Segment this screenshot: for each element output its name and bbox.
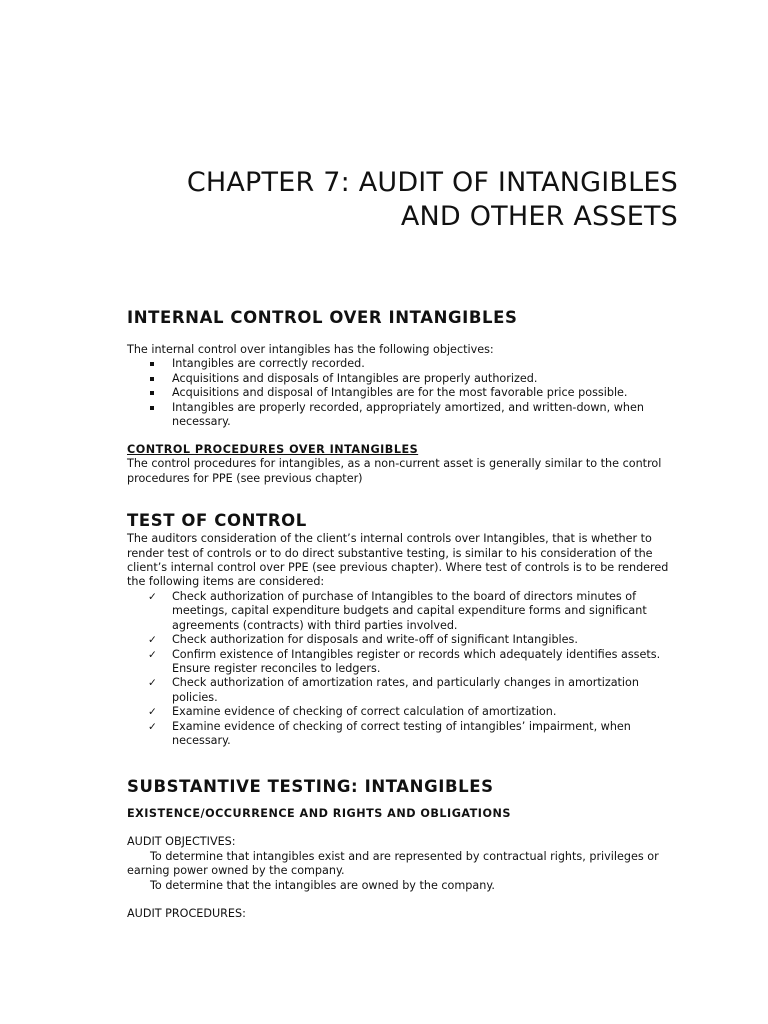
substantive-testing-heading: SUBSTANTIVE TESTING: INTANGIBLES — [127, 777, 494, 797]
check-item — [127, 720, 683, 749]
audit-procedures-label: AUDIT PROCEDURES: — [127, 906, 246, 920]
chapter-title — [100, 166, 678, 234]
audit-objective-2-text: To determine that the intangibles are owned by the company. — [150, 878, 495, 892]
checkmark-icon: ✓ — [148, 590, 157, 603]
checkmark-icon: ✓ — [148, 706, 157, 719]
document-body — [127, 307, 683, 921]
objective-item — [127, 357, 683, 371]
audit-objective-2 — [127, 879, 683, 893]
check-item-text: Examine evidence of checking of correct testing of intangibles’ impairment, when necessary. — [172, 719, 631, 747]
test-of-control-intro: The auditors consideration of the client’s internal controls over Intangibles, that is whether to render test of controls or to do direct substantive testing, is similar to his consideration of the client’s internal control over PPE (see previous chapter). Where test of controls is to be rendered the following items are considered: — [127, 532, 669, 589]
objective-text: Intangibles are correctly recorded. — [172, 357, 365, 371]
objectives-list — [127, 357, 683, 429]
check-item-text: Check authorization of purchase of Intangibles to the board of directors minutes of meetings, capital expenditure budgets and capital expenditure forms and significant agreements (contracts) with third parties involved. — [172, 589, 647, 632]
check-item — [127, 705, 683, 719]
chapter-title-line-2: AND OTHER ASSETS — [400, 201, 678, 232]
checkmark-icon: ✓ — [148, 648, 157, 661]
check-item — [127, 590, 683, 633]
check-item-text: Check authorization for disposals and write-off of significant Intangibles. — [172, 633, 578, 647]
existence-occurrence-heading: EXISTENCE/OCCURRENCE AND RIGHTS AND OBLIGATIONS — [127, 807, 511, 821]
objective-item — [127, 372, 683, 386]
objective-item — [127, 386, 683, 400]
test-of-control-heading: TEST OF CONTROL — [127, 511, 307, 531]
internal-control-intro: The internal control over intangibles has the following objectives: — [127, 343, 494, 356]
objective-text: Acquisitions and disposals of Intangibles are properly authorized. — [172, 371, 538, 385]
internal-control-heading: INTERNAL CONTROL OVER INTANGIBLES — [127, 308, 518, 327]
audit-objective-1-text: To determine that intangibles exist and are represented by contractual rights, privileges or earning power owned by the company. — [127, 849, 659, 878]
audit-objective-1 — [127, 850, 683, 879]
check-item — [127, 633, 683, 647]
objective-item — [127, 401, 683, 430]
control-procedures-text: The control procedures for intangibles, as a non-current asset is generally similar to the control procedures for PPE (see previous chapter) — [127, 457, 662, 485]
objective-text: Intangibles are properly recorded, appropriately amortized, and written-down, when necessary. — [172, 400, 644, 429]
test-of-control-list — [127, 590, 683, 748]
audit-objectives-label: AUDIT OBJECTIVES: — [127, 835, 236, 849]
objective-text: Acquisitions and disposal of Intangibles are for the most favorable price possible. — [172, 386, 628, 400]
check-item — [127, 676, 683, 705]
check-item-text: Check authorization of amortization rates, and particularly changes in amortization policies. — [172, 676, 639, 704]
control-procedures-heading: CONTROL PROCEDURES OVER INTANGIBLES — [127, 443, 419, 457]
check-item-text: Examine evidence of checking of correct calculation of amortization. — [172, 705, 557, 719]
checkmark-icon: ✓ — [148, 720, 157, 733]
check-item — [127, 648, 683, 677]
checkmark-icon: ✓ — [148, 677, 157, 690]
checkmark-icon: ✓ — [148, 634, 157, 647]
check-item-text: Confirm existence of Intangibles register or records which adequately identifies assets. Ensure register reconciles to ledgers. — [172, 647, 661, 675]
chapter-title-line-1: CHAPTER 7: AUDIT OF INTANGIBLES — [186, 167, 678, 198]
